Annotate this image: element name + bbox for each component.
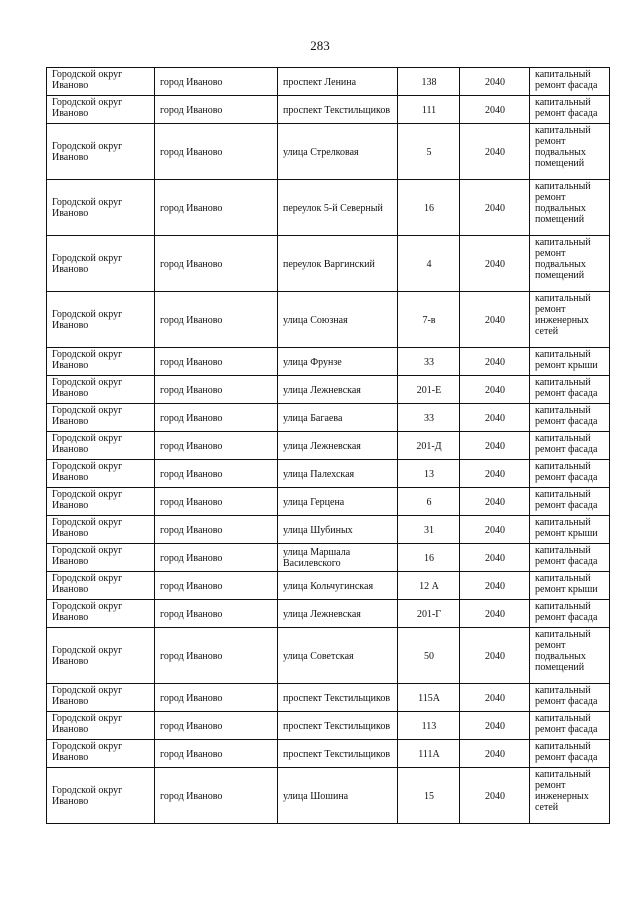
municipality-cell: Городской округ Иваново [47, 544, 155, 572]
table-row [47, 96, 610, 124]
house-number-cell: 7-в [398, 292, 460, 348]
city-cell: город Иваново [155, 376, 278, 404]
street-cell: проспект Текстильщиков [278, 96, 398, 124]
municipality-cell: Городской округ Иваново [47, 96, 155, 124]
house-number-cell: 16 [398, 544, 460, 572]
table-row [47, 544, 610, 572]
table-row [47, 460, 610, 488]
street-cell: улица Шубиных [278, 516, 398, 544]
city-cell: город Иваново [155, 712, 278, 740]
municipality-cell: Городской округ Иваново [47, 460, 155, 488]
year-cell: 2040 [460, 376, 530, 404]
work-type-cell: капитальный ремонт крыши [530, 572, 610, 600]
table-row [47, 572, 610, 600]
table-row [47, 600, 610, 628]
year-cell: 2040 [460, 68, 530, 96]
house-number-cell: 201-Е [398, 376, 460, 404]
street-cell: улица Лежневская [278, 376, 398, 404]
municipality-cell: Городской округ Иваново [47, 376, 155, 404]
street-cell: улица Герцена [278, 488, 398, 516]
municipality-cell: Городской округ Иваново [47, 516, 155, 544]
city-cell: город Иваново [155, 544, 278, 572]
city-cell: город Иваново [155, 236, 278, 292]
street-cell: улица Шошина [278, 768, 398, 824]
year-cell: 2040 [460, 96, 530, 124]
work-type-cell: капитальный ремонт фасада [530, 684, 610, 712]
year-cell: 2040 [460, 348, 530, 376]
table-row [47, 488, 610, 516]
table-row [47, 404, 610, 432]
municipality-cell: Городской округ Иваново [47, 404, 155, 432]
city-cell: город Иваново [155, 572, 278, 600]
city-cell: город Иваново [155, 348, 278, 376]
table-row [47, 740, 610, 768]
street-cell: проспект Текстильщиков [278, 740, 398, 768]
work-type-cell: капитальный ремонт фасада [530, 68, 610, 96]
work-type-cell: капитальный ремонт подвальных помещений [530, 628, 610, 684]
work-type-cell: капитальный ремонт фасада [530, 432, 610, 460]
municipality-cell: Городской округ Иваново [47, 684, 155, 712]
city-cell: город Иваново [155, 516, 278, 544]
street-cell: переулок 5-й Северный [278, 180, 398, 236]
house-number-cell: 50 [398, 628, 460, 684]
house-number-cell: 111А [398, 740, 460, 768]
street-cell: улица Советская [278, 628, 398, 684]
work-type-cell: капитальный ремонт крыши [530, 348, 610, 376]
municipality-cell: Городской округ Иваново [47, 124, 155, 180]
street-cell: улица Маршала Василевского [278, 544, 398, 572]
street-cell: улица Лежневская [278, 432, 398, 460]
house-number-cell: 111 [398, 96, 460, 124]
city-cell: город Иваново [155, 600, 278, 628]
year-cell: 2040 [460, 572, 530, 600]
municipality-cell: Городской округ Иваново [47, 488, 155, 516]
street-cell: улица Багаева [278, 404, 398, 432]
work-type-cell: капитальный ремонт фасада [530, 740, 610, 768]
table-row [47, 712, 610, 740]
street-cell: проспект Текстильщиков [278, 684, 398, 712]
table-row [47, 180, 610, 236]
city-cell: город Иваново [155, 768, 278, 824]
city-cell: город Иваново [155, 68, 278, 96]
house-number-cell: 4 [398, 236, 460, 292]
table-row [47, 432, 610, 460]
year-cell: 2040 [460, 488, 530, 516]
municipality-cell: Городской округ Иваново [47, 572, 155, 600]
table-row [47, 376, 610, 404]
municipality-cell: Городской округ Иваново [47, 628, 155, 684]
work-type-cell: капитальный ремонт крыши [530, 516, 610, 544]
house-number-cell: 31 [398, 516, 460, 544]
city-cell: город Иваново [155, 180, 278, 236]
city-cell: город Иваново [155, 96, 278, 124]
house-number-cell: 33 [398, 348, 460, 376]
street-cell: проспект Ленина [278, 68, 398, 96]
year-cell: 2040 [460, 628, 530, 684]
page-number: 283 [310, 38, 330, 53]
year-cell: 2040 [460, 712, 530, 740]
house-number-cell: 201-Г [398, 600, 460, 628]
house-number-cell: 6 [398, 488, 460, 516]
year-cell: 2040 [460, 432, 530, 460]
year-cell: 2040 [460, 180, 530, 236]
work-type-cell: капитальный ремонт фасада [530, 96, 610, 124]
table-body [47, 68, 610, 824]
table-row [47, 768, 610, 824]
year-cell: 2040 [460, 516, 530, 544]
street-cell: переулок Варгинский [278, 236, 398, 292]
municipality-cell: Городской округ Иваново [47, 712, 155, 740]
street-cell: улица Кольчугинская [278, 572, 398, 600]
house-number-cell: 15 [398, 768, 460, 824]
municipality-cell: Городской округ Иваново [47, 432, 155, 460]
work-type-cell: капитальный ремонт фасада [530, 488, 610, 516]
street-cell: проспект Текстильщиков [278, 712, 398, 740]
street-cell: улица Палехская [278, 460, 398, 488]
city-cell: город Иваново [155, 488, 278, 516]
city-cell: город Иваново [155, 684, 278, 712]
year-cell: 2040 [460, 124, 530, 180]
municipality-cell: Городской округ Иваново [47, 68, 155, 96]
work-type-cell: капитальный ремонт инженерных сетей [530, 768, 610, 824]
municipality-cell: Городской округ Иваново [47, 600, 155, 628]
house-number-cell: 5 [398, 124, 460, 180]
house-number-cell: 16 [398, 180, 460, 236]
municipality-cell: Городской округ Иваново [47, 348, 155, 376]
year-cell: 2040 [460, 684, 530, 712]
street-cell: улица Фрунзе [278, 348, 398, 376]
year-cell: 2040 [460, 404, 530, 432]
work-type-cell: капитальный ремонт подвальных помещений [530, 236, 610, 292]
year-cell: 2040 [460, 600, 530, 628]
city-cell: город Иваново [155, 432, 278, 460]
table-row [47, 684, 610, 712]
work-type-cell: капитальный ремонт подвальных помещений [530, 124, 610, 180]
year-cell: 2040 [460, 544, 530, 572]
street-cell: улица Союзная [278, 292, 398, 348]
year-cell: 2040 [460, 292, 530, 348]
work-type-cell: капитальный ремонт фасада [530, 376, 610, 404]
municipality-cell: Городской округ Иваново [47, 236, 155, 292]
house-number-cell: 33 [398, 404, 460, 432]
table-row [47, 516, 610, 544]
repair-register-table [46, 67, 610, 824]
work-type-cell: капитальный ремонт подвальных помещений [530, 180, 610, 236]
city-cell: город Иваново [155, 740, 278, 768]
city-cell: город Иваново [155, 124, 278, 180]
municipality-cell: Городской округ Иваново [47, 180, 155, 236]
year-cell: 2040 [460, 460, 530, 488]
street-cell: улица Стрелковая [278, 124, 398, 180]
city-cell: город Иваново [155, 460, 278, 488]
municipality-cell: Городской округ Иваново [47, 740, 155, 768]
street-cell: улица Лежневская [278, 600, 398, 628]
table-row [47, 68, 610, 96]
work-type-cell: капитальный ремонт фасада [530, 404, 610, 432]
city-cell: город Иваново [155, 628, 278, 684]
table-row [47, 628, 610, 684]
work-type-cell: капитальный ремонт фасада [530, 544, 610, 572]
house-number-cell: 13 [398, 460, 460, 488]
table-row [47, 348, 610, 376]
work-type-cell: капитальный ремонт фасада [530, 600, 610, 628]
work-type-cell: капитальный ремонт фасада [530, 712, 610, 740]
city-cell: город Иваново [155, 404, 278, 432]
house-number-cell: 113 [398, 712, 460, 740]
year-cell: 2040 [460, 236, 530, 292]
year-cell: 2040 [460, 768, 530, 824]
house-number-cell: 201-Д [398, 432, 460, 460]
house-number-cell: 12 А [398, 572, 460, 600]
year-cell: 2040 [460, 740, 530, 768]
house-number-cell: 115А [398, 684, 460, 712]
table-row [47, 236, 610, 292]
work-type-cell: капитальный ремонт фасада [530, 460, 610, 488]
table-row [47, 124, 610, 180]
municipality-cell: Городской округ Иваново [47, 768, 155, 824]
work-type-cell: капитальный ремонт инженерных сетей [530, 292, 610, 348]
table-row [47, 292, 610, 348]
house-number-cell: 138 [398, 68, 460, 96]
municipality-cell: Городской округ Иваново [47, 292, 155, 348]
city-cell: город Иваново [155, 292, 278, 348]
